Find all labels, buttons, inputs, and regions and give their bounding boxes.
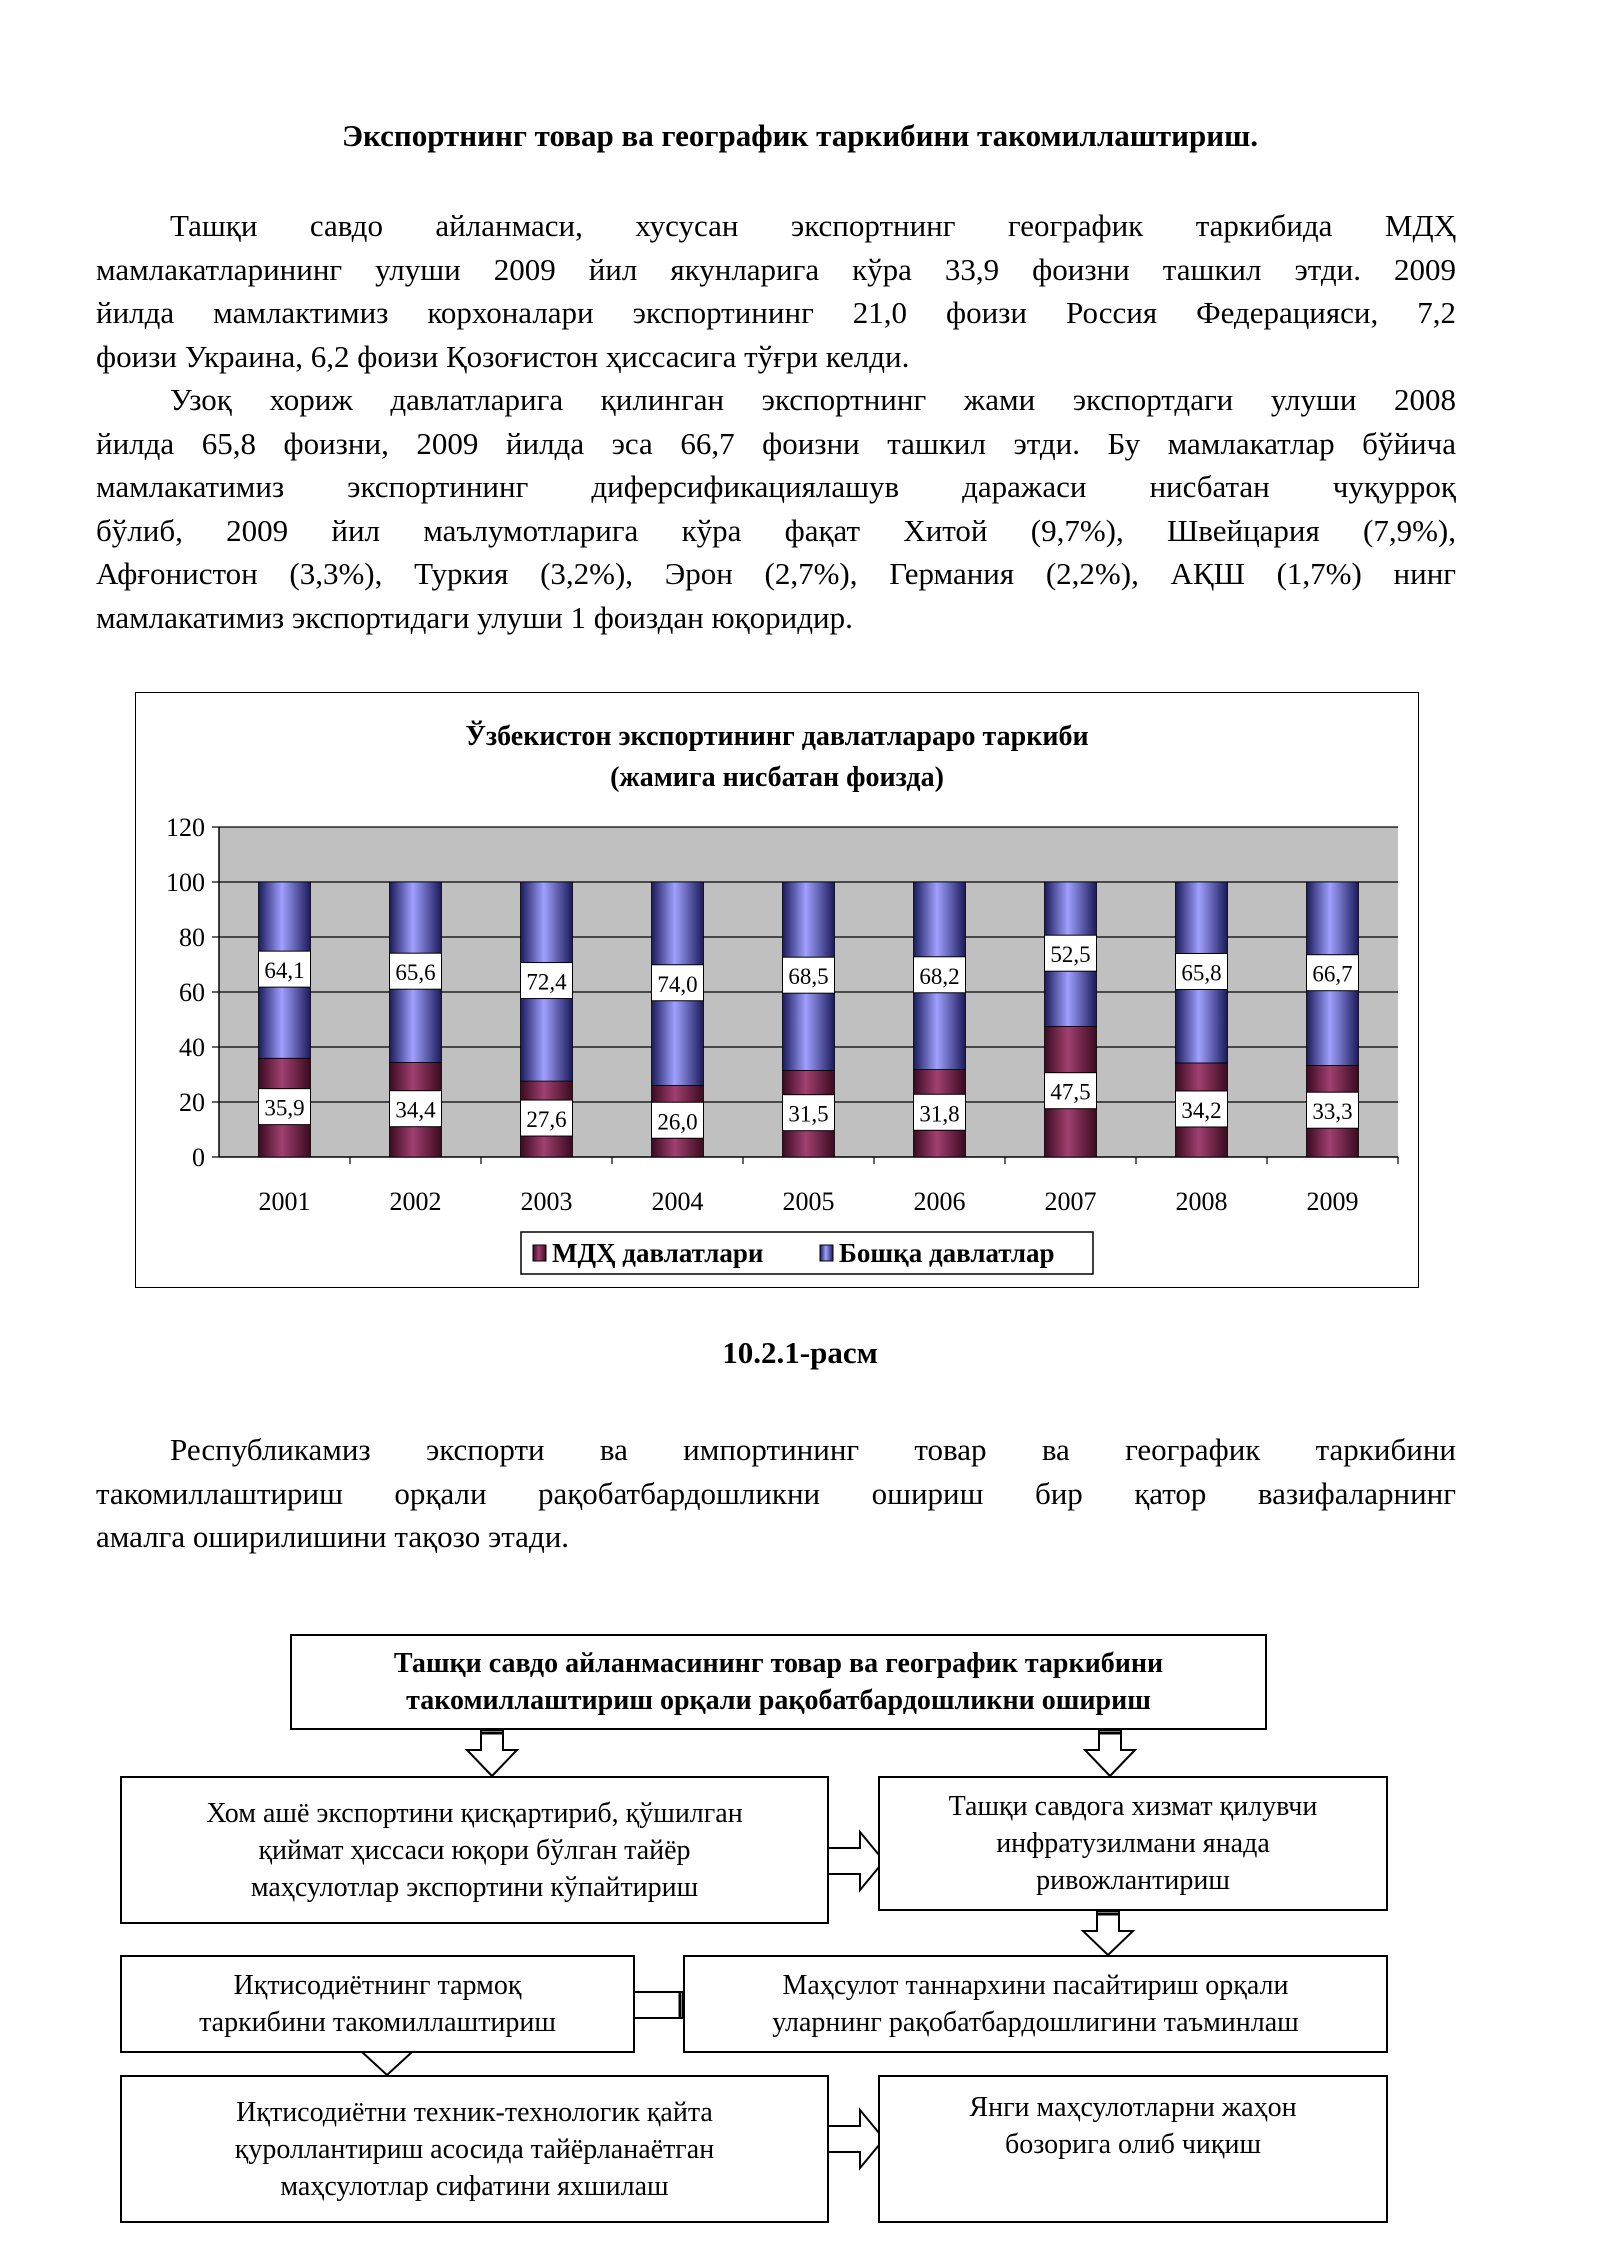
data-label-cis: 47,5	[1050, 1079, 1091, 1105]
diagram-box-line: маҳсулотлар сифатини яхшилаш	[280, 2170, 669, 2202]
data-label-other: 66,7	[1312, 961, 1353, 987]
diagram-box-infrastructure	[878, 1776, 1388, 1911]
y-tick-label: 40	[179, 1033, 205, 1062]
diagram-box-line: маҳсулотлар экспортини кўпайтириш	[250, 1871, 699, 1903]
diagram-box-line: уларнинг рақобатбардошлигини таъминлаш	[772, 2007, 1299, 2038]
paragraph-1-line: фоизи Украина, 6,2 фоизи Қозоғистон ҳиссасига тўғри келди.	[96, 338, 910, 374]
y-tick-label: 0	[192, 1143, 205, 1172]
diagram-box-line: қуроллантириш асосида тайёрланаётган	[234, 2133, 715, 2165]
legend-label-other: Бошқа давлатлар	[839, 1238, 1055, 1268]
paragraph-3-line: амалга оширилишини тақозо этади.	[96, 1519, 570, 1554]
data-label-cis: 26,0	[657, 1109, 698, 1135]
paragraph-2-line: Афғонистон (3,3%), Туркия (3,2%), Эрон (2,7%), Германия (2,2%), АҚШ (1,7%) нинг	[96, 556, 1456, 591]
arrow-down-icon	[1085, 1730, 1135, 1776]
data-label-other: 65,8	[1181, 960, 1222, 986]
data-label-other: 72,4	[526, 969, 567, 995]
x-tick-label: 2003	[520, 1187, 573, 1216]
paragraph-3-line: Республикамиз экспорти ва импортининг товар ва географик таркибини	[170, 1432, 1456, 1467]
x-tick-label: 2007	[1044, 1187, 1097, 1216]
x-tick-label: 2009	[1306, 1187, 1359, 1216]
x-tick-label: 2004	[651, 1187, 704, 1216]
diagram-box-line: қиймат ҳиссаси юқори бўлган тайёр	[258, 1834, 691, 1866]
paragraph-1-line: мамлакатларининг улуши 2009 йил якунларига кўра 33,9 фоизни ташкил этди. 2009	[96, 251, 1456, 287]
diagram-box-line: таркибини такомиллаштириш	[199, 2007, 556, 2038]
paragraph-2-line: йилда 65,8 фоизни, 2009 йилда эса 66,7 фоизни ташкил этди. Бу мамлакатлар бўйича	[96, 425, 1456, 461]
arrow-down-icon	[1083, 1911, 1133, 1955]
data-label-other: 68,2	[919, 963, 960, 989]
paragraph-2-line: Узоқ хориж давлатларига қилинган экспортнинг жами экспортдаги улуши 2008	[170, 382, 1456, 417]
data-label-other: 64,1	[264, 958, 305, 984]
diagram-box-technical-reequipment	[120, 2075, 829, 2223]
y-tick-label: 100	[166, 868, 205, 897]
figure-caption: 10.2.1-расм	[722, 1335, 878, 1370]
diagram-box-line: Янги маҳсулотларни жаҳон	[969, 2092, 1297, 2123]
x-tick-label: 2008	[1175, 1187, 1228, 1216]
diagram-box-line: Маҳсулот таннархини пасайтириш орқали	[782, 1970, 1289, 2001]
data-label-cis: 34,4	[395, 1097, 436, 1123]
diagram-box-goal	[290, 1634, 1267, 1730]
data-label-cis: 31,5	[788, 1101, 829, 1127]
y-tick-label: 120	[166, 813, 205, 842]
page-heading: Экспортнинг товар ва географик таркибини такомиллаштириш.	[341, 118, 1259, 153]
data-label-cis: 33,3	[1312, 1099, 1353, 1125]
arrow-down-icon	[467, 1730, 517, 1776]
diagram-box-line: Иқтисодиётнинг тармоқ	[233, 1970, 522, 2001]
paragraph-1-line: Ташқи савдо айланмаси, хусусан экспортнинг географик таркибида МДҲ	[170, 208, 1456, 243]
x-tick-label: 2001	[258, 1187, 311, 1216]
diagram-box-sector-structure	[120, 1955, 635, 2053]
y-tick-label: 80	[179, 923, 205, 952]
diagram-box-new-products	[878, 2075, 1388, 2223]
diagram-box-line: бозорига олиб чиқиш	[1004, 2129, 1262, 2160]
y-tick-label: 60	[179, 978, 205, 1007]
diagram-box-line: Хом ашё экспортини қисқартириб, қўшилган	[206, 1797, 743, 1829]
data-label-cis: 34,2	[1181, 1097, 1222, 1123]
chart-subtitle: (жамига нисбатан фоизда)	[610, 762, 944, 793]
data-label-cis: 27,6	[526, 1107, 567, 1133]
diagram-box-cost-reduction	[683, 1955, 1388, 2053]
data-label-other: 68,5	[788, 964, 829, 990]
paragraph-2-line: мамлакатимиз экспортининг диферсификациялашув даражаси нисбатан чуқурроқ	[96, 469, 1456, 504]
paragraph-2-line: бўлиб, 2009 йил маълумотларига кўра фақат Хитой (9,7%), Швейцария (7,9%),	[96, 512, 1456, 548]
paragraph-2-line: мамлакатимиз экспортидаги улуши 1 фоиздан юқоридир.	[96, 599, 853, 635]
diagram-box-line: инфратузилмани янада	[996, 1828, 1270, 1859]
y-tick-label: 20	[179, 1088, 205, 1117]
diagram-box-line: Иқтисодиётни техник-технологик қайта	[236, 2096, 713, 2128]
diagram-box-raw-export	[120, 1776, 829, 1924]
x-tick-label: 2005	[782, 1187, 835, 1216]
paragraph-3-line: такомиллаштириш орқали рақобатбардошликни ошириш бир қатор вазифаларнинг	[96, 1475, 1456, 1511]
diagram-box-goal-line: такомиллаштириш орқали рақобатбардошликни ошириш	[406, 1685, 1151, 1716]
data-label-other: 65,6	[395, 960, 436, 986]
chart-title: Ўзбекистон экспортининг давлатлараро таркиби	[465, 721, 1089, 752]
x-tick-label: 2002	[389, 1187, 442, 1216]
paragraph-1-line: йилда мамлактимиз корхоналари экспортининг 21,0 фоизи Россия Федерацияси, 7,2	[96, 295, 1456, 330]
x-tick-label: 2006	[913, 1187, 966, 1216]
data-label-other: 52,5	[1050, 942, 1091, 968]
diagram-box-line: Ташқи савдога хизмат қилувчи	[948, 1791, 1318, 1822]
data-label-cis: 31,8	[919, 1101, 960, 1127]
diagram-box-line: ривожлантириш	[1036, 1865, 1230, 1896]
data-label-other: 74,0	[657, 971, 698, 997]
legend-label-cis: МДҲ давлатлари	[552, 1238, 764, 1268]
diagram-box-goal-line: Ташқи савдо айланмасининг товар ва географик таркибини	[393, 1648, 1164, 1679]
data-label-cis: 35,9	[264, 1095, 305, 1121]
